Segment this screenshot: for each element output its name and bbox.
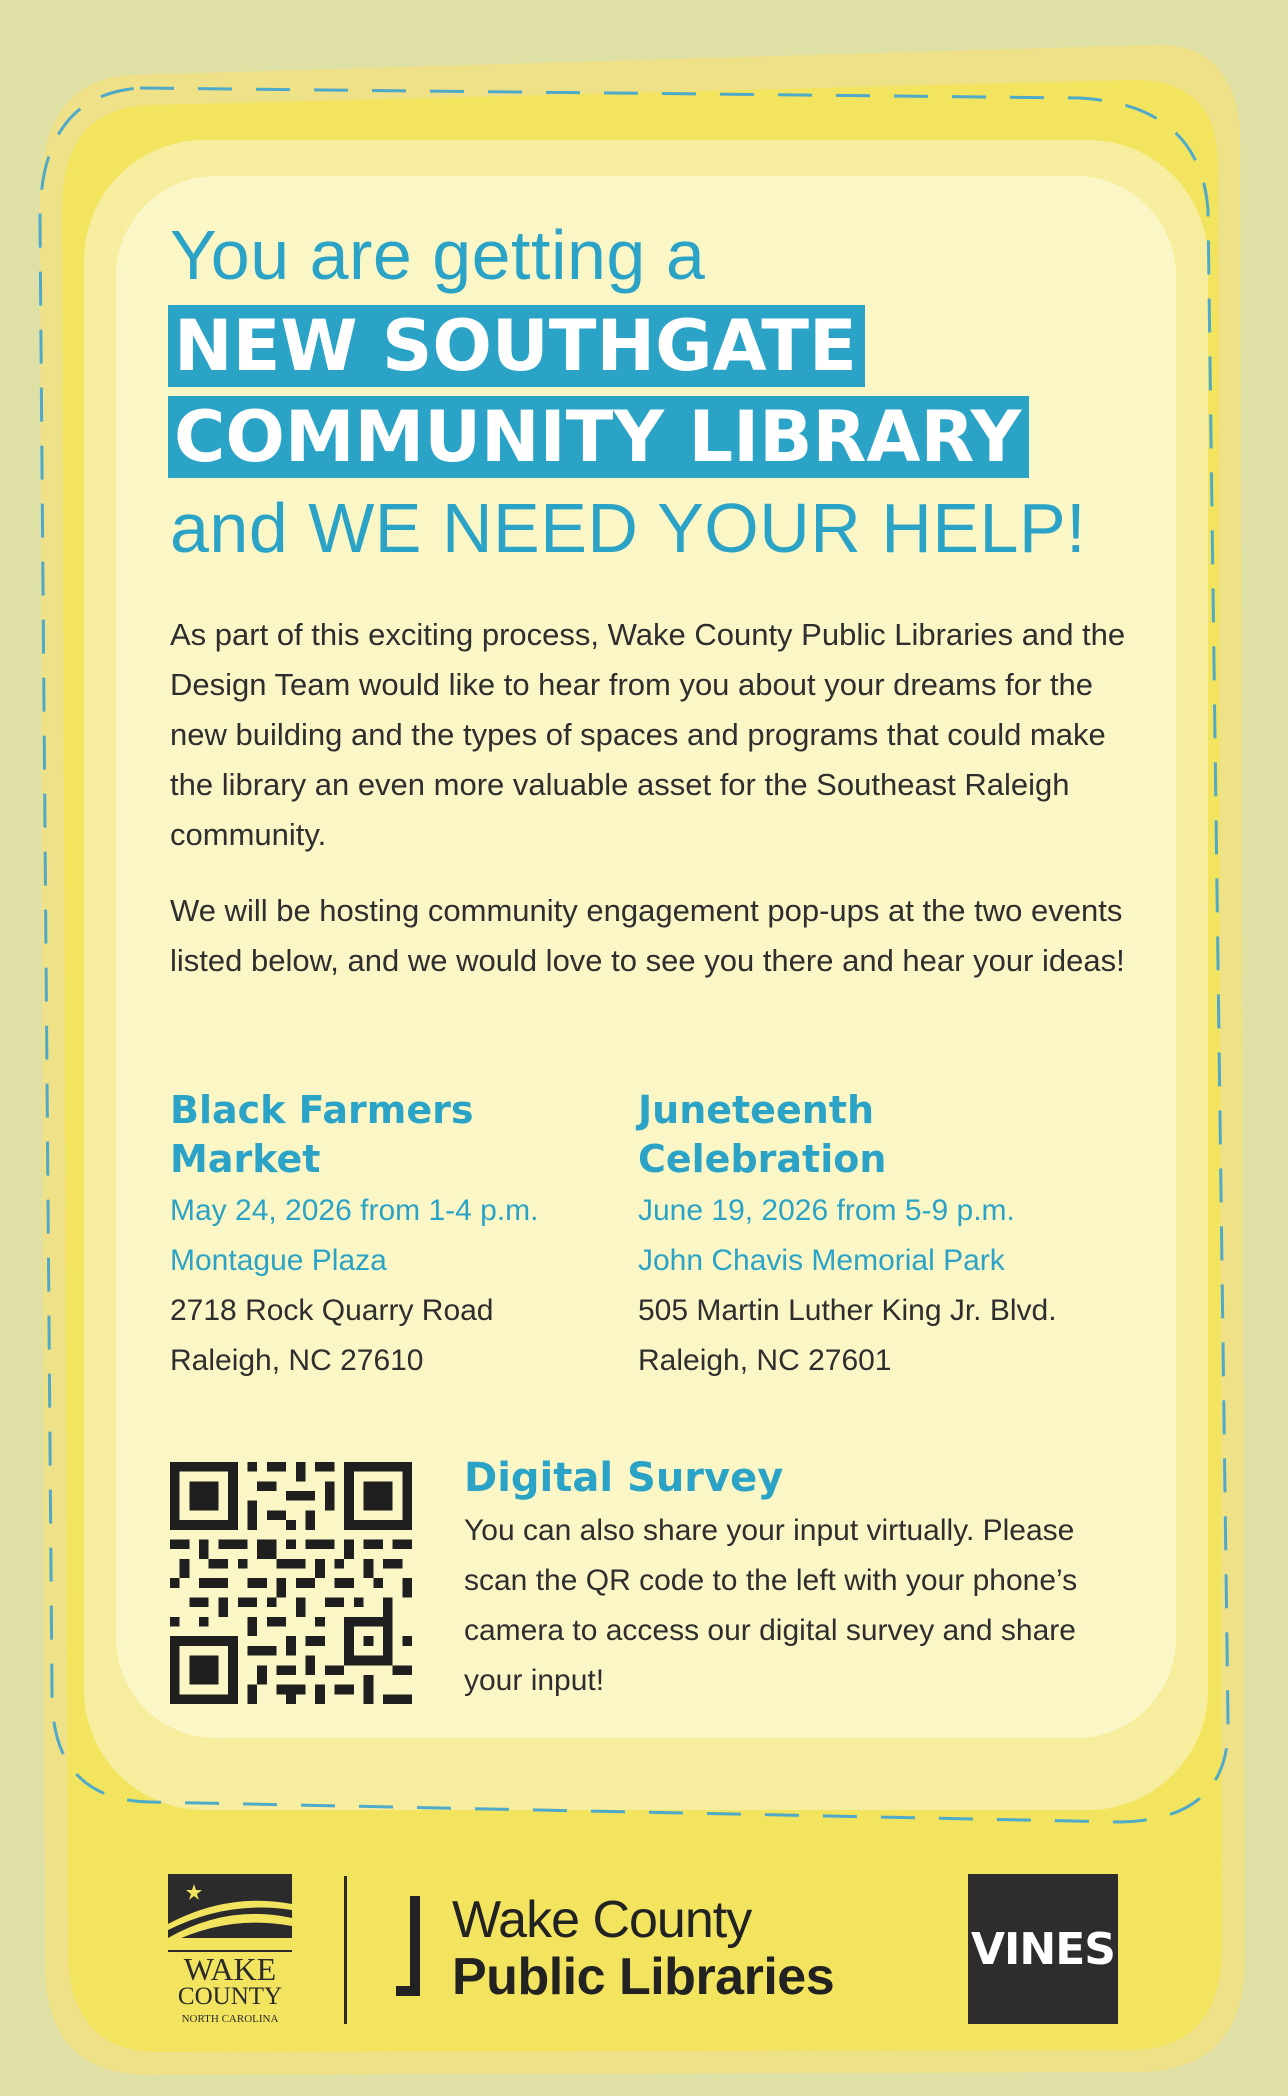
event-juneteenth-celebration	[638, 1086, 1058, 1386]
vines-logo-text: VINES	[971, 1923, 1115, 1975]
event-datetime: May 24, 2026 from 1-4 p.m.	[170, 1194, 539, 1227]
vines-logo	[968, 1874, 1118, 2024]
event-venue: John Chavis Memorial Park	[638, 1244, 1005, 1277]
logo-divider	[344, 1876, 347, 2024]
events-paragraph: We will be hosting community engagement pop-ups at the two events listed below, and we would love to see you there and hear your ideas!	[170, 893, 1125, 978]
headline-highlight-1: NEW SOUTHGATE	[168, 305, 865, 387]
wake-logo-line3: NORTH CAROLINA	[181, 2013, 279, 2025]
event-title: Juneteenth Celebration	[638, 1088, 887, 1181]
headline-intro: You are getting a	[170, 216, 706, 294]
event-black-farmers-market	[170, 1086, 610, 1386]
library-bracket-icon	[396, 1892, 426, 2004]
qr-code-icon[interactable]	[170, 1462, 412, 1704]
intro-paragraph: As part of this exciting process, Wake County Public Libraries and the Design Team would like to hear from you about your dreams for the new building and the types of spaces and programs that could make the library an even more valuable asset for the Southeast Raleigh community.	[170, 617, 1126, 852]
event-venue: Montague Plaza	[170, 1244, 387, 1277]
digital-survey-section	[464, 1452, 1104, 1706]
wake-logo-line2: COUNTY	[177, 1983, 283, 2010]
wake-county-logo	[168, 1874, 292, 2026]
event-city: Raleigh, NC 27610	[170, 1344, 424, 1377]
event-title: Black Farmers Market	[170, 1088, 474, 1181]
library-logo-line1: Wake County	[452, 1891, 752, 1949]
wake-logo-line1: WAKE	[183, 1951, 277, 1987]
survey-text: You can also share your input virtually. Please scan the QR code to the left with your phone’s camera to access our digital survey and share your input!	[464, 1514, 1078, 1697]
event-address: 2718 Rock Quarry Road	[170, 1294, 494, 1327]
survey-title: Digital Survey	[464, 1455, 784, 1501]
headline-highlight-2: COMMUNITY LIBRARY	[168, 396, 1029, 478]
event-datetime: June 19, 2026 from 5-9 p.m.	[638, 1194, 1015, 1227]
wake-county-public-libraries-logo	[396, 1892, 896, 2010]
event-address: 505 Martin Luther King Jr. Blvd.	[638, 1294, 1057, 1327]
event-city: Raleigh, NC 27601	[638, 1344, 892, 1377]
library-logo-line2: Public Libraries	[452, 1948, 835, 2006]
headline-call-to-action: and WE NEED YOUR HELP!	[170, 489, 1087, 567]
